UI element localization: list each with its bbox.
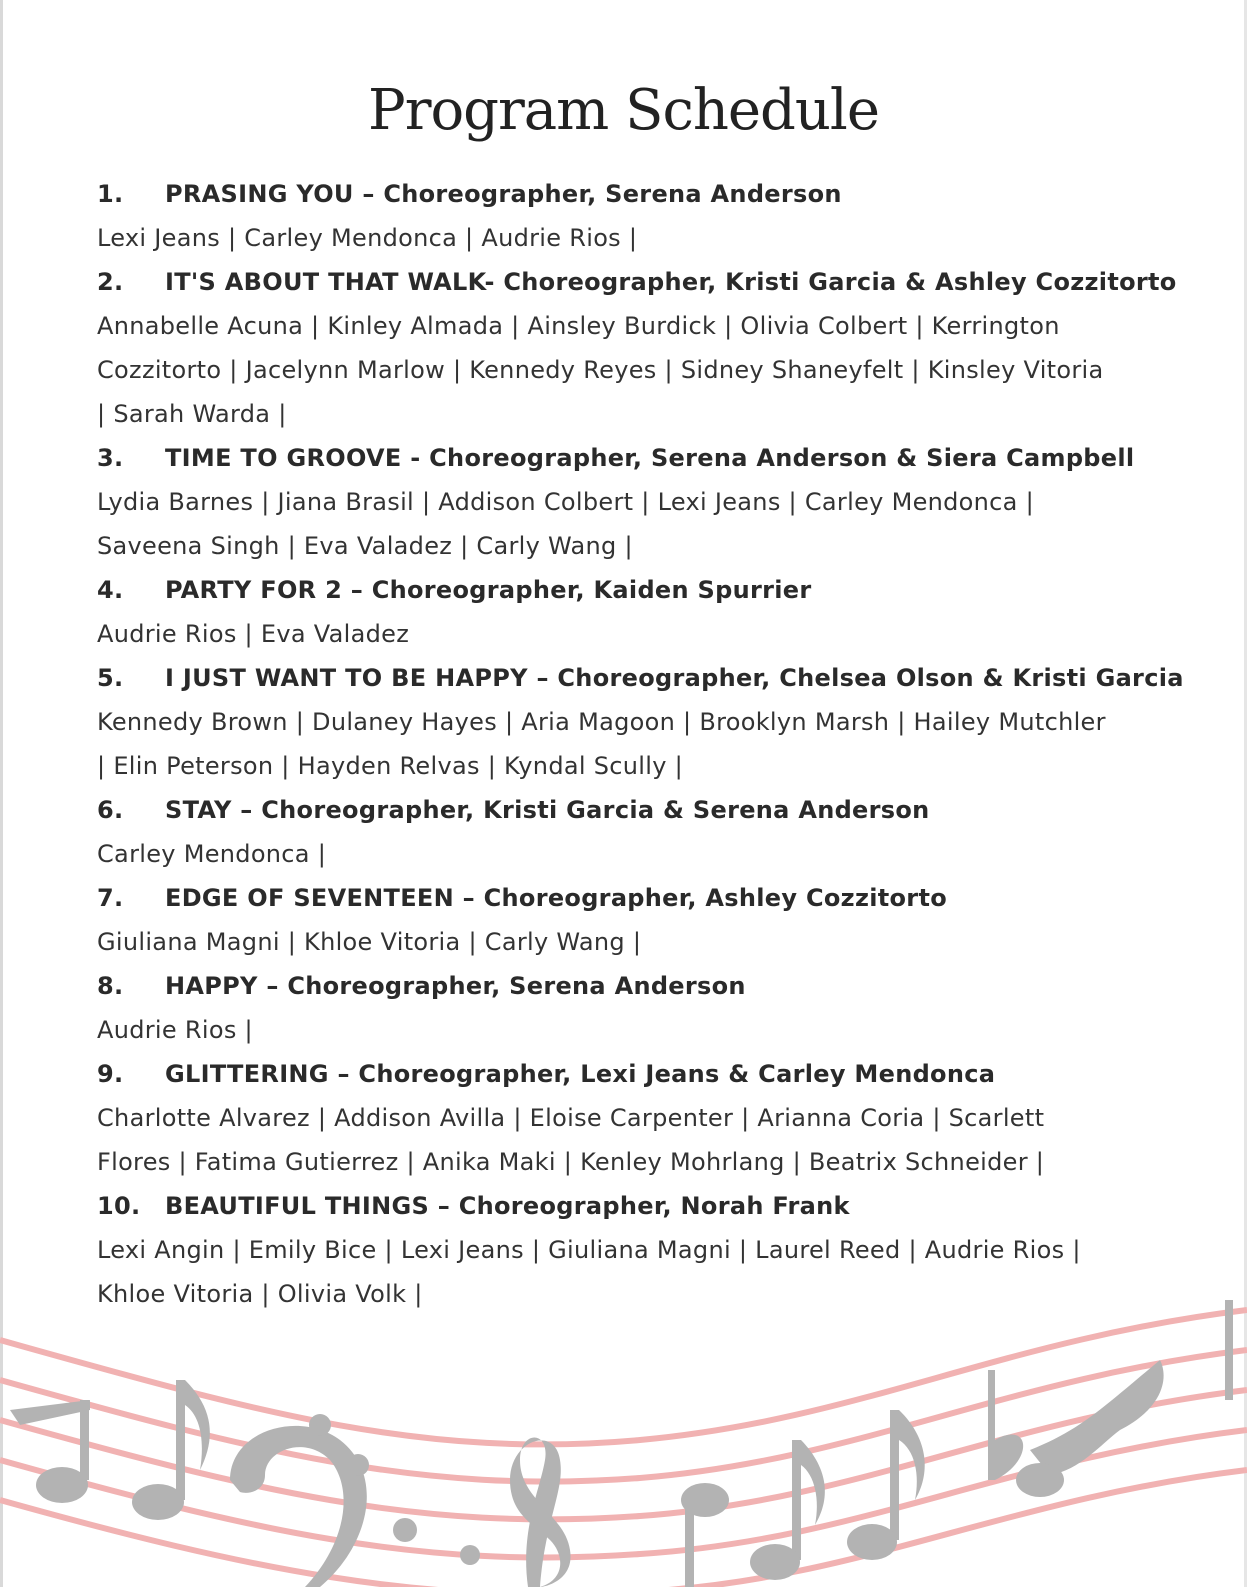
performer-line: Charlotte Alvarez | Addison Avilla | Eloise Carpenter | Arianna Coria | Scarlett — [97, 1104, 1045, 1132]
act-heading — [97, 656, 1184, 700]
clef-dot — [309, 1414, 331, 1436]
act-number: 7. — [97, 884, 124, 912]
eighth-note-icon — [10, 1400, 90, 1425]
performer-line: Carley Mendonca | — [97, 840, 327, 868]
note-dot — [460, 1545, 480, 1565]
page-title: Program Schedule — [368, 78, 879, 143]
act-heading — [97, 568, 1147, 612]
act-number: 4. — [97, 576, 124, 604]
act-heading — [97, 436, 1147, 480]
act-title: PRASING YOU – Choreographer, Serena Anderson — [165, 180, 842, 208]
note-head — [847, 1524, 897, 1560]
act-title: STAY – Choreographer, Kristi Garcia & Serena Anderson — [165, 796, 930, 824]
act-heading — [97, 876, 1147, 920]
act-number: 1. — [97, 180, 124, 208]
act-title: PARTY FOR 2 – Choreographer, Kaiden Spurrier — [165, 576, 812, 604]
act-title: BEAUTIFUL THINGS – Choreographer, Norah Frank — [165, 1192, 850, 1220]
note-stem — [80, 1400, 89, 1480]
note-head — [132, 1484, 184, 1520]
act-number: 6. — [97, 796, 124, 824]
performer-line: Giuliana Magni | Khloe Vitoria | Carly Wang | — [97, 928, 642, 956]
note-head — [681, 1483, 729, 1517]
note-dot — [393, 1518, 417, 1542]
act-number: 9. — [97, 1060, 124, 1088]
note-head — [1016, 1463, 1064, 1497]
performer-line: Audrie Rios | — [97, 1016, 253, 1044]
act-number: 2. — [97, 268, 124, 296]
performer-line: | Elin Peterson | Hayden Relvas | Kyndal Scully | — [97, 752, 684, 780]
act-title: I JUST WANT TO BE HAPPY – Choreographer, Chelsea Olson & Kristi Garcia — [165, 664, 1184, 692]
act-title: TIME TO GROOVE - Choreographer, Serena Anderson & Siera Campbell — [165, 444, 1135, 472]
act-number: 8. — [97, 972, 124, 1000]
clef-dot — [347, 1454, 369, 1476]
act-number: 10. — [97, 1192, 141, 1220]
note-stem — [1225, 1300, 1233, 1400]
act-title: EDGE OF SEVENTEEN – Choreographer, Ashley Cozzitorto — [165, 884, 948, 912]
note-head — [750, 1544, 800, 1580]
act-heading — [97, 964, 1147, 1008]
flat-icon — [988, 1370, 995, 1480]
act-heading — [97, 172, 1147, 216]
act-heading — [97, 260, 1177, 304]
program-list — [97, 172, 1184, 1316]
performer-line: Khloe Vitoria | Olivia Volk | — [97, 1280, 423, 1308]
note-stem — [792, 1440, 801, 1560]
performer-line: Saveena Singh | Eva Valadez | Carly Wang | — [97, 532, 633, 560]
note-stem — [890, 1410, 899, 1540]
treble-clef-icon — [510, 1438, 571, 1587]
act-title: GLITTERING – Choreographer, Lexi Jeans & Carley Mendonca — [165, 1060, 996, 1088]
performer-line: Cozzitorto | Jacelynn Marlow | Kennedy Reyes | Sidney Shaneyfelt | Kinsley Vitoria — [97, 356, 1104, 384]
performer-line: Audrie Rios | Eva Valadez — [97, 620, 410, 648]
act-title: IT'S ABOUT THAT WALK- Choreographer, Kristi Garcia & Ashley Cozzitorto — [165, 268, 1177, 296]
performer-line: Annabelle Acuna | Kinley Almada | Ainsley Burdick | Olivia Colbert | Kerrington — [97, 312, 1060, 340]
performer-line: Kennedy Brown | Dulaney Hayes | Aria Magoon | Brooklyn Marsh | Hailey Mutchler — [97, 708, 1106, 736]
act-heading — [97, 788, 1147, 832]
performer-line: Flores | Fatima Gutierrez | Anika Maki | Kenley Mohrlang | Beatrix Schneider | — [97, 1148, 1045, 1176]
act-number: 5. — [97, 664, 124, 692]
note-stem — [176, 1380, 185, 1500]
performer-line: Lydia Barnes | Jiana Brasil | Addison Colbert | Lexi Jeans | Carley Mendonca | — [97, 488, 1034, 516]
note-head — [36, 1467, 88, 1503]
performer-line: | Sarah Warda | — [97, 400, 287, 428]
act-heading — [97, 1052, 1147, 1096]
music-staff-decoration — [0, 1300, 1247, 1587]
performer-line: Lexi Angin | Emily Bice | Lexi Jeans | Giuliana Magni | Laurel Reed | Audrie Rios | — [97, 1236, 1081, 1264]
act-number: 3. — [97, 444, 124, 472]
act-heading — [97, 1184, 1147, 1228]
act-title: HAPPY – Choreographer, Serena Anderson — [165, 972, 746, 1000]
performer-line: Lexi Jeans | Carley Mendonca | Audrie Rios | — [97, 224, 638, 252]
